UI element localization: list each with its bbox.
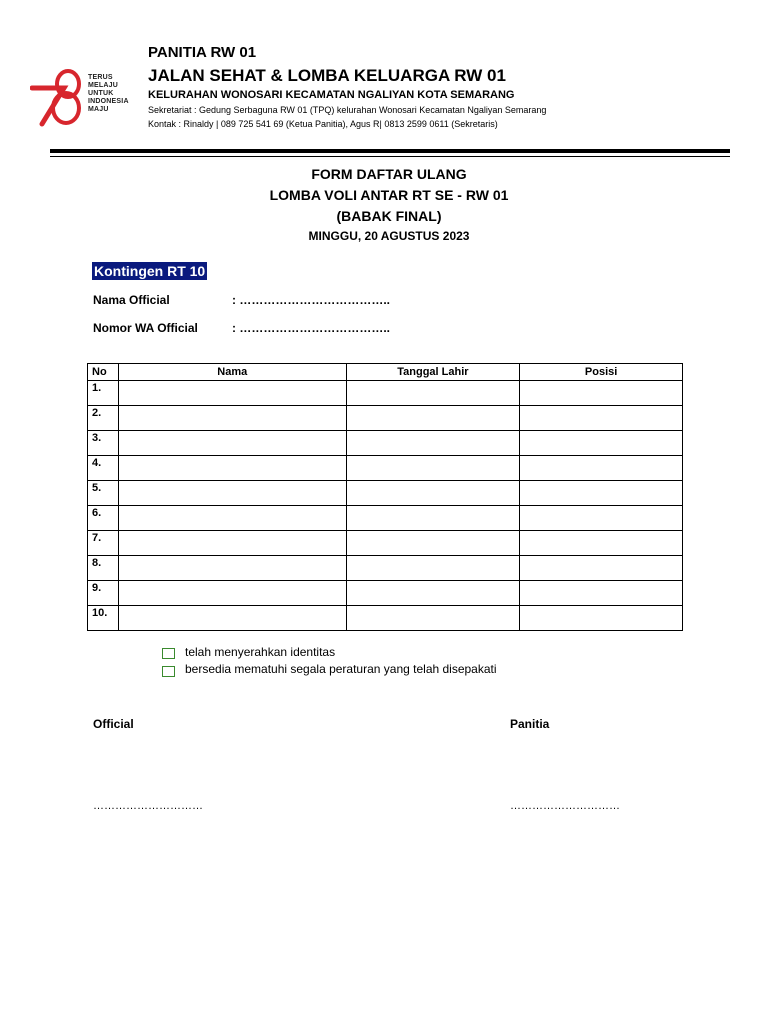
row-number: 10. <box>88 606 119 631</box>
identity-checkbox[interactable] <box>162 648 175 659</box>
nama-cell[interactable] <box>118 556 346 581</box>
row-number: 6. <box>88 506 119 531</box>
tanggal-lahir-cell[interactable] <box>346 456 520 481</box>
table-row <box>88 456 683 481</box>
header-divider <box>50 149 730 153</box>
col-header-no: No <box>88 364 119 381</box>
table-row <box>88 431 683 456</box>
row-number: 8. <box>88 556 119 581</box>
tanggal-lahir-cell[interactable] <box>346 431 520 456</box>
table-row <box>88 606 683 631</box>
panitia-signature-label: Panitia <box>510 717 550 731</box>
row-number: 3. <box>88 431 119 456</box>
kontingen-label: Kontingen RT 10 <box>94 263 206 279</box>
posisi-cell[interactable] <box>520 481 683 506</box>
logo-line: TERUS <box>88 74 113 81</box>
posisi-cell[interactable] <box>520 381 683 406</box>
row-number: 2. <box>88 406 119 431</box>
nama-cell[interactable] <box>118 581 346 606</box>
sekretariat: Sekretariat : Gedung Serbaguna RW 01 (TPQ) kelurahan Wonosari Kecamatan Ngaliyan Semarang <box>148 105 547 115</box>
table-header-row <box>88 364 683 381</box>
table-row <box>88 581 683 606</box>
official-wa-field[interactable]: : ……………………………….. <box>232 321 390 335</box>
tanggal-lahir-cell[interactable] <box>346 581 520 606</box>
78-logo-icon <box>30 66 90 128</box>
tanggal-lahir-cell[interactable] <box>346 606 520 631</box>
row-number: 9. <box>88 581 119 606</box>
tanggal-lahir-cell[interactable] <box>346 531 520 556</box>
row-number: 5. <box>88 481 119 506</box>
rules-checkbox[interactable] <box>162 666 175 677</box>
table-row <box>88 406 683 431</box>
nama-cell[interactable] <box>118 506 346 531</box>
official-name-field[interactable]: : ……………………………….. <box>232 293 390 307</box>
posisi-cell[interactable] <box>520 581 683 606</box>
nama-cell[interactable] <box>118 406 346 431</box>
rules-check-label: bersedia mematuhi segala peraturan yang telah disepakati <box>185 662 497 676</box>
logo-tagline <box>88 74 129 114</box>
header-divider-thin <box>50 156 730 157</box>
official-name-label: Nama Official <box>93 293 170 307</box>
table-row <box>88 556 683 581</box>
row-number: 7. <box>88 531 119 556</box>
tanggal-lahir-cell[interactable] <box>346 556 520 581</box>
tanggal-lahir-cell[interactable] <box>346 481 520 506</box>
form-round: (BABAK FINAL) <box>336 208 442 224</box>
table-row <box>88 481 683 506</box>
nama-cell[interactable] <box>118 531 346 556</box>
kontak: Kontak : Rinaldy | 089 725 541 69 (Ketua Panitia), Agus R| 0813 2599 0611 (Sekretaris) <box>148 119 498 129</box>
nama-cell[interactable] <box>118 381 346 406</box>
posisi-cell[interactable] <box>520 531 683 556</box>
tanggal-lahir-cell[interactable] <box>346 406 520 431</box>
logo-line: INDONESIA <box>88 98 129 105</box>
posisi-cell[interactable] <box>520 406 683 431</box>
row-number: 1. <box>88 381 119 406</box>
official-signature-line[interactable]: ………………………… <box>93 800 203 812</box>
col-header-nama: Nama <box>118 364 346 381</box>
form-subtitle: LOMBA VOLI ANTAR RT SE - RW 01 <box>269 187 509 203</box>
panitia-signature-line[interactable]: ………………………… <box>510 800 620 812</box>
posisi-cell[interactable] <box>520 456 683 481</box>
nama-cell[interactable] <box>118 606 346 631</box>
table-row <box>88 531 683 556</box>
nama-cell[interactable] <box>118 431 346 456</box>
tanggal-lahir-cell[interactable] <box>346 506 520 531</box>
table-row <box>88 506 683 531</box>
row-number: 4. <box>88 456 119 481</box>
org-name: PANITIA RW 01 <box>148 44 257 61</box>
nama-cell[interactable] <box>118 481 346 506</box>
form-title: FORM DAFTAR ULANG <box>311 166 467 182</box>
logo-line: MAJU <box>88 106 109 113</box>
form-date: MINGGU, 20 AGUSTUS 2023 <box>308 229 470 243</box>
col-header-posisi: Posisi <box>520 364 683 381</box>
kelurahan: KELURAHAN WONOSARI KECAMATAN NGALIYAN KOTA SEMARANG <box>148 89 515 101</box>
players-table <box>87 363 683 631</box>
posisi-cell[interactable] <box>520 506 683 531</box>
posisi-cell[interactable] <box>520 606 683 631</box>
official-signature-label: Official <box>93 717 134 731</box>
event-name: JALAN SEHAT & LOMBA KELUARGA RW 01 <box>148 66 506 85</box>
official-wa-label: Nomor WA Official <box>93 321 198 335</box>
col-header-tanggal-lahir: Tanggal Lahir <box>346 364 520 381</box>
posisi-cell[interactable] <box>520 431 683 456</box>
table-row <box>88 381 683 406</box>
tanggal-lahir-cell[interactable] <box>346 381 520 406</box>
posisi-cell[interactable] <box>520 556 683 581</box>
logo-line: UNTUK <box>88 90 114 97</box>
identity-check-label: telah menyerahkan identitas <box>185 645 336 659</box>
logo-line: MELAJU <box>88 82 118 89</box>
nama-cell[interactable] <box>118 456 346 481</box>
